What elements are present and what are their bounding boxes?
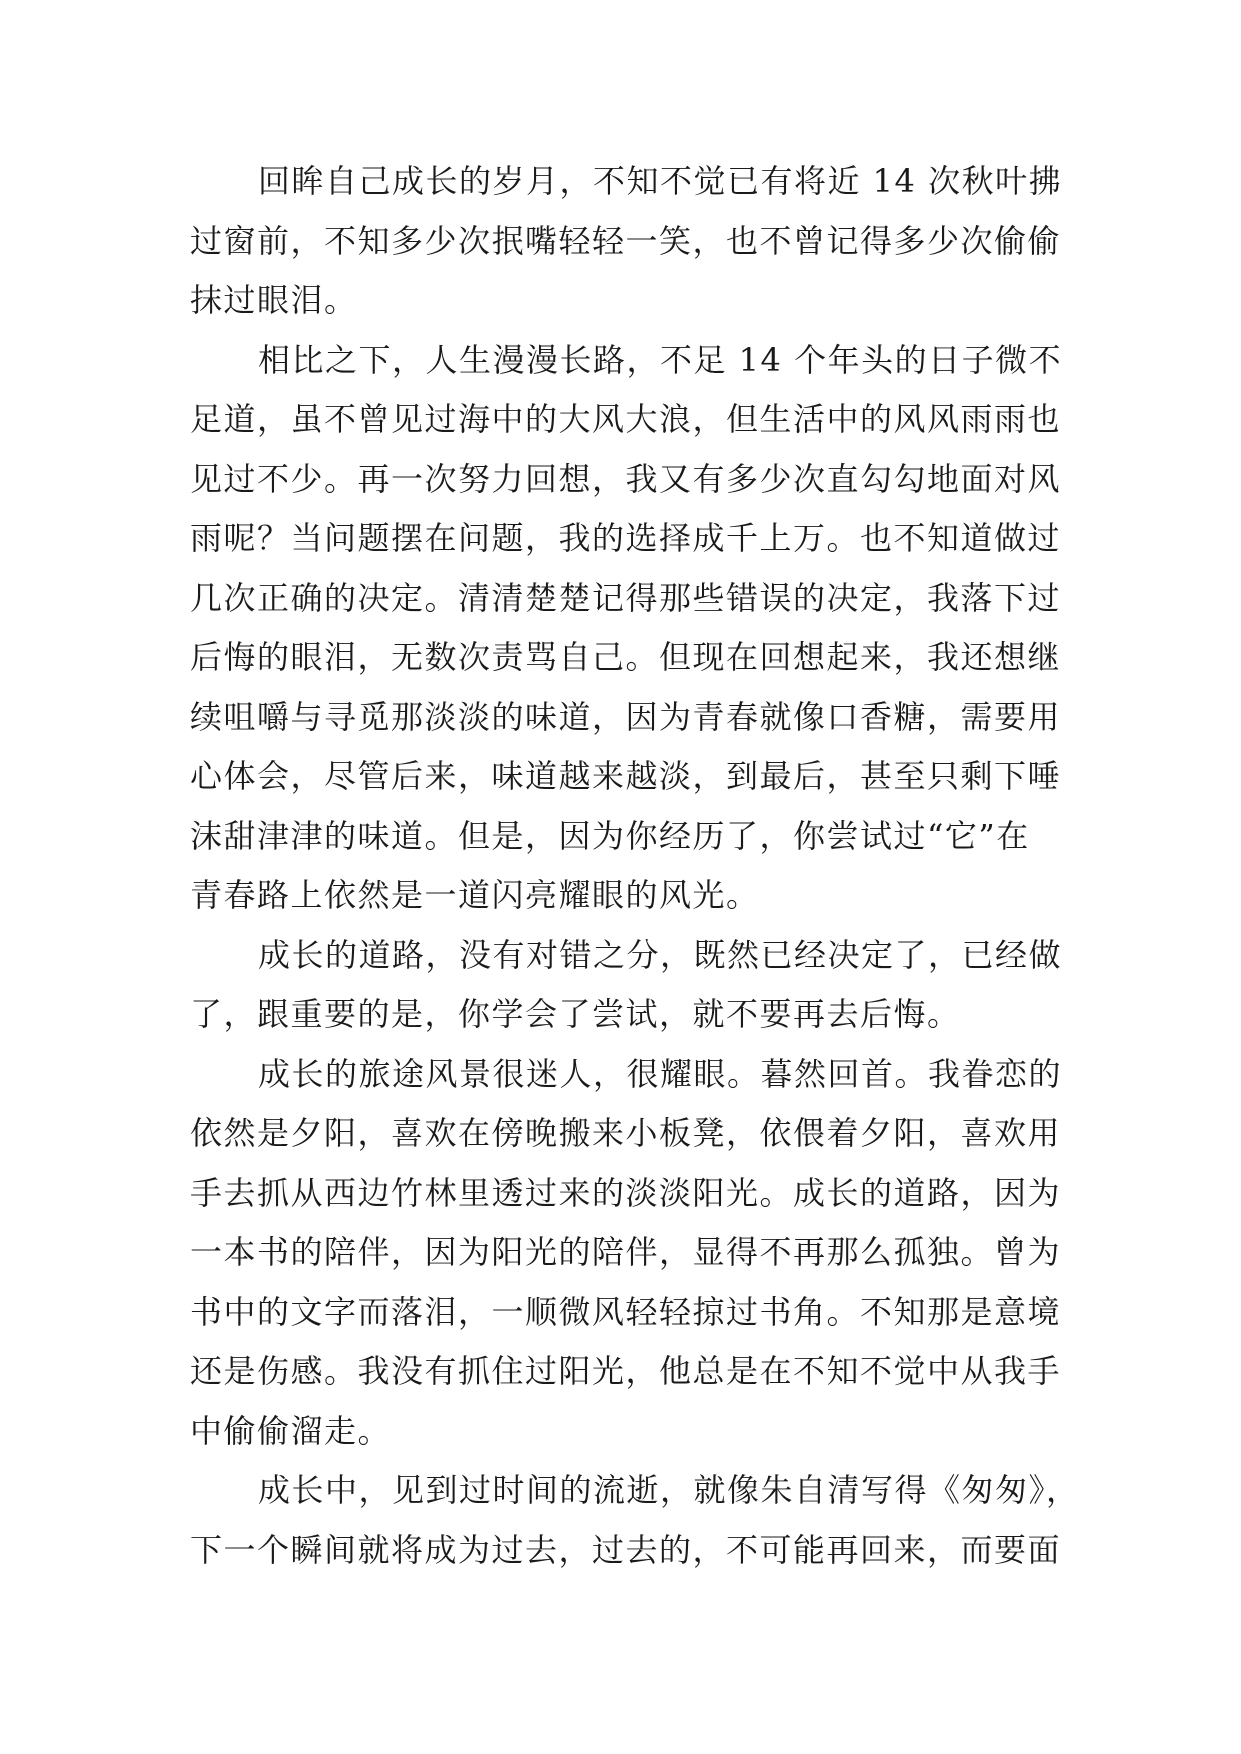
text-line: 中偷偷溜走。 — [190, 1411, 392, 1450]
text-line: 几次正确的决定。清清楚楚记得那些错误的决定，我落下过 — [190, 578, 1062, 617]
text-line: 抹过眼泪。 — [190, 281, 358, 319]
text-line: 续咀嚼与寻觅那淡淡的味道，因为青春就像口香糖，需要用 — [190, 697, 1062, 736]
text-line: 成长中，见到过时间的流逝，就像朱自清写得《匆匆》， — [258, 1471, 1080, 1509]
text-line: 青春路上依然是一道闪亮耀眼的风光。 — [190, 876, 760, 914]
text-line: 还是伤感。我没有抓住过阳光，他总是在不知不觉中从我手 — [190, 1352, 1062, 1390]
text-line: 过窗前，不知多少次抿嘴轻轻一笑，也不曾记得多少次偷偷 — [190, 221, 1062, 260]
body-text — [190, 152, 1080, 1580]
text-line: 心体会，尽管后来，味道越来越淡，到最后，甚至只剩下唾 — [190, 757, 1062, 795]
text-line: 成长的道路，没有对错之分，既然已经决定了，已经做 — [258, 935, 1063, 974]
text-line: 沫甜津津的味道。但是，因为你经历了，你尝试过“它”在 — [190, 816, 1030, 855]
text-line: 依然是夕阳，喜欢在傍晚搬来小板凳，依偎着夕阳，喜欢用 — [190, 1114, 1062, 1152]
text-line: 了，跟重要的是，你学会了尝试，就不要再去后悔。 — [190, 995, 961, 1033]
text-line: 书中的文字而落泪，一顺微风轻轻掠过书角。不知那是意境 — [190, 1292, 1062, 1331]
text-line: 后悔的眼泪，无数次责骂自己。但现在回想起来，我还想继 — [190, 638, 1062, 676]
text-line: 回眸自己成长的岁月，不知不觉已有将近 14 次秋叶拂 — [258, 162, 1063, 200]
text-line: 相比之下，人生漫漫长路，不足 14 个年头的日子微不 — [258, 340, 1063, 379]
text-line: 足道，虽不曾见过海中的大风大浪，但生活中的风风雨雨也 — [190, 400, 1062, 438]
text-line: 雨呢？当问题摆在问题，我的选择成千上万。也不知道做过 — [190, 519, 1062, 557]
text-line: 成长的旅途风景很迷人，很耀眼。暮然回首。我眷恋的 — [258, 1054, 1063, 1093]
text-line: 一本书的陪伴，因为阳光的陪伴，显得不再那么孤独。曾为 — [190, 1233, 1062, 1271]
text-line: 手去抓从西边竹林里透过来的淡淡阳光。成长的道路，因为 — [190, 1173, 1062, 1212]
text-line: 见过不少。再一次努力回想，我又有多少次直勾勾地面对风 — [190, 459, 1062, 498]
text-line: 下一个瞬间就将成为过去，过去的，不可能再回来，而要面 — [190, 1530, 1062, 1569]
